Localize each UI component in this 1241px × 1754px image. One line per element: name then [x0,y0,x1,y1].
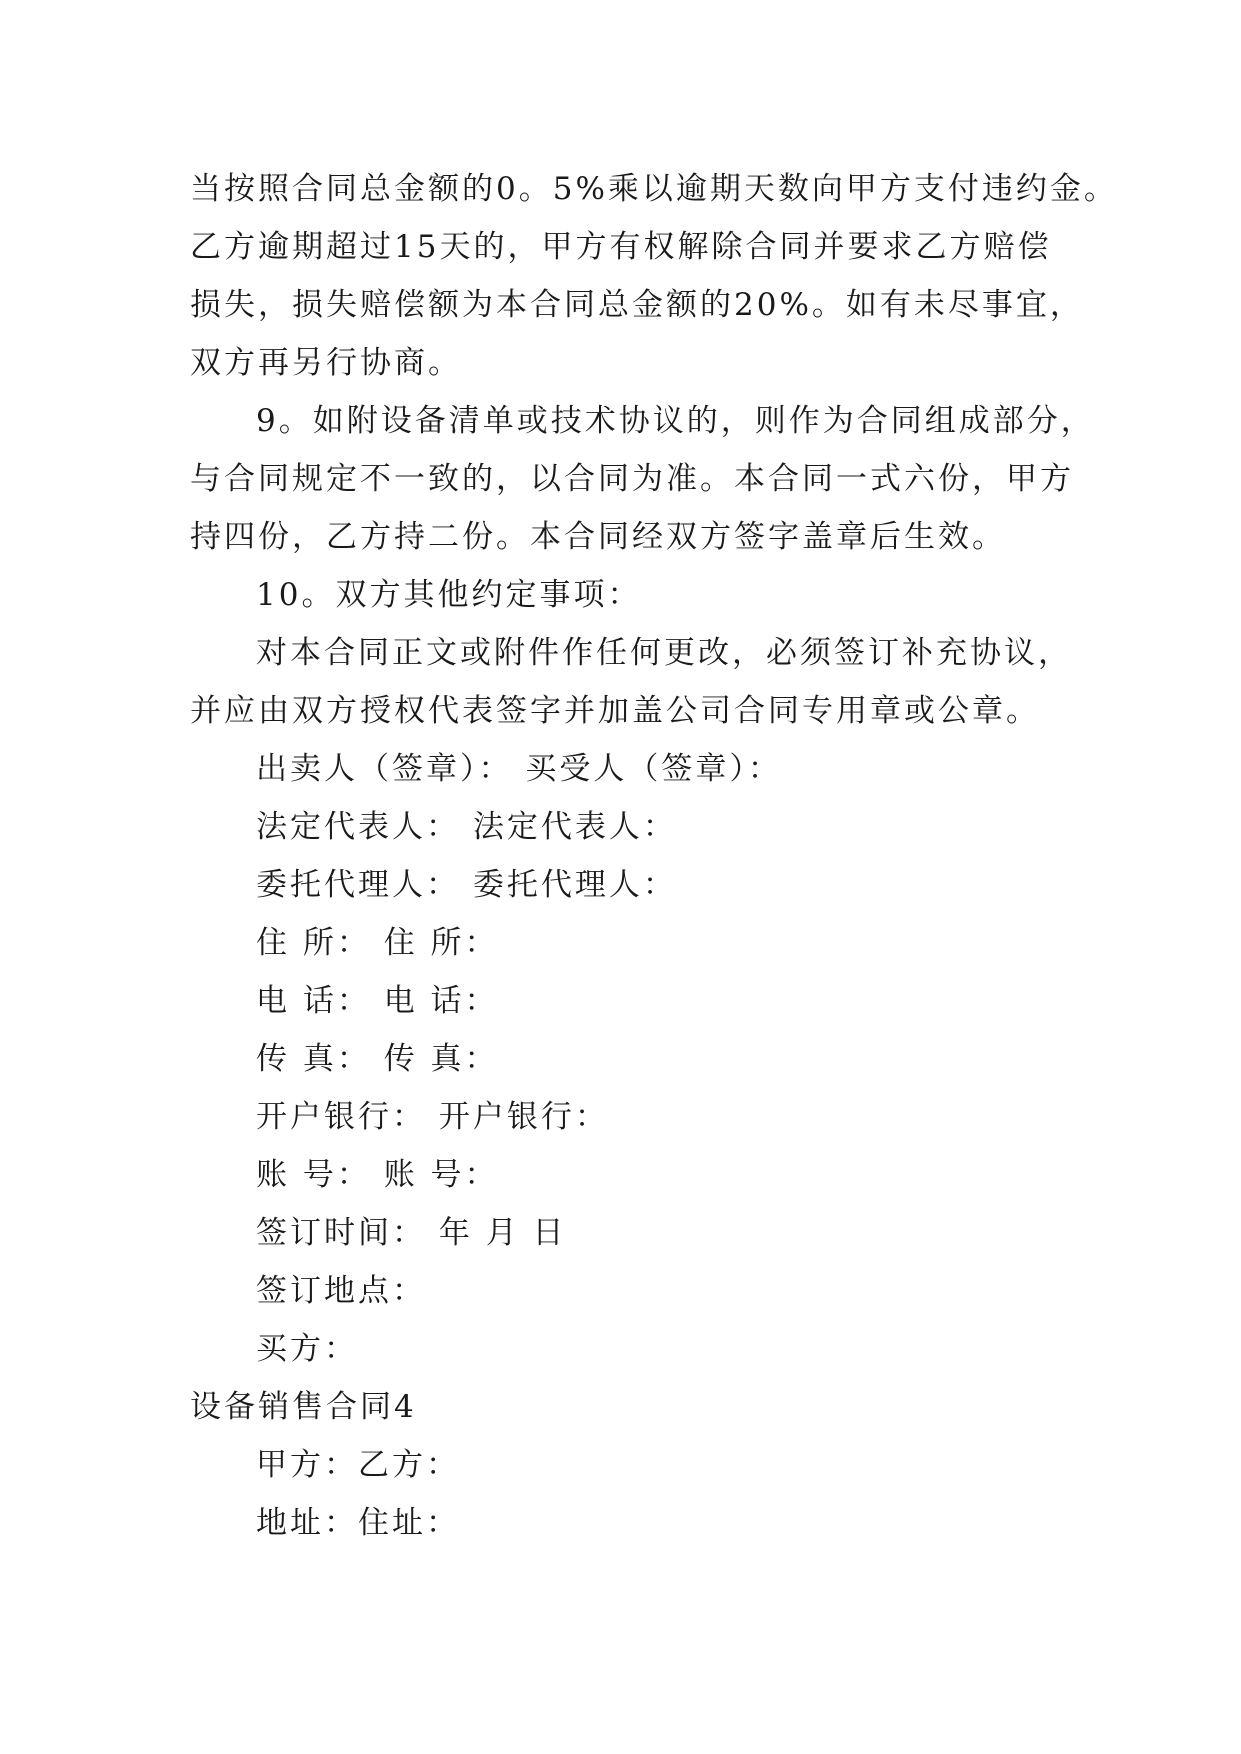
text-line: 委托代理人： 委托代理人： [256,867,677,903]
text-line: 传 真： 传 真： [256,1041,499,1077]
text-line: 电 话： 电 话： [256,983,499,1019]
text-line: 法定代表人： 法定代表人： [256,809,677,845]
text-line: 地址：住址： [256,1505,460,1541]
text-line: 出卖人（签章）： 买受人（签章）： [256,751,782,787]
text-line: 9。如附设备清单或技术协议的，则作为合同组成部分， [256,403,1095,439]
text-line: 当按照合同总金额的0。5%乘以逾期天数向甲方支付违约金。 [190,171,1118,207]
text-line: 对本合同正文或附件作任何更改，必须签订补充协议， [256,635,1072,671]
text-line: 账 号： 账 号： [256,1157,499,1193]
document-body [190,160,1118,1552]
text-line: 10。双方其他约定事项： [256,577,642,613]
text-line: 住 所： 住 所： [256,925,499,961]
text-line: 乙方逾期超过15天的，甲方有权解除合同并要求乙方赔偿 [190,229,1052,265]
text-line: 与合同规定不一致的，以合同为准。本合同一式六份，甲方 [190,461,1074,497]
text-line: 甲方：乙方： [256,1447,460,1483]
text-line: 并应由双方授权代表签字并加盖公司合同专用章或公章。 [190,693,1040,729]
text-line: 损失，损失赔偿额为本合同总金额的20%。如有未尽事宜， [190,287,1084,323]
text-line: 双方再另行协商。 [190,345,462,381]
text-line: 签订地点： [256,1273,426,1309]
text-line: 买方： [256,1331,358,1367]
text-line: 签订时间： 年 月 日 [256,1215,567,1251]
text-line: 持四份，乙方持二份。本合同经双方签字盖章后生效。 [190,519,1006,555]
text-line: 开户银行： 开户银行： [256,1099,609,1135]
section-heading: 设备销售合同4 [190,1389,417,1425]
